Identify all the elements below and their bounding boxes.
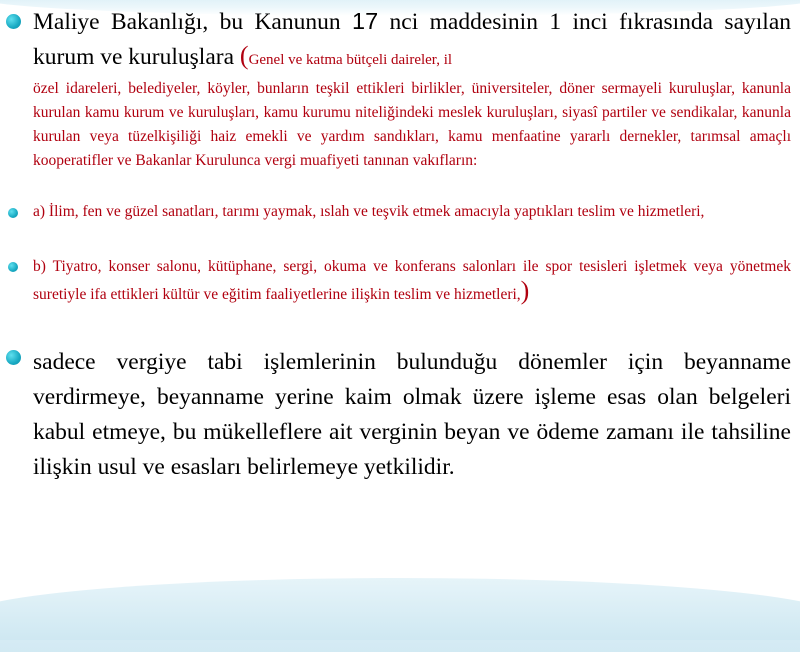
bullet-icon (8, 208, 18, 218)
bottom-decoration (0, 578, 800, 640)
paragraph-1-number: 17 (352, 8, 379, 34)
paragraph-1-inline-small: Genel ve katma bütçeli daireler, il (248, 52, 453, 68)
paragraph-2 (33, 200, 791, 224)
paragraph-1-rest: özel idareleri, belediyeler, köyler, bunların teşkil ettikleri birlikler, üniversiteler, döner sermayeli kuruluşlar, kanunla kurulan kamu kurum ve kuruluşları, kamu kurumu niteliğindeki meslek kuruluşları, siyasî partiler ve sendikalar, kanunla kurulan veya tüzelkişiliği haiz emekli ve yardım sandıkları, kamu menfaatine yararlı dernekler, tarımsal amaçlı kooperatifler ve Bakanlar Kurulunca vergi muafiyeti tanınan vakıfların: (33, 80, 791, 169)
paragraph-4-text: sadece vergiye tabi işlemlerinin bulunduğu dönemler için beyanname verdirmeye, beyanname yerine kaim olmak üzere işleme esas olan belgeleri kabul etmeye, bu mükelleflere ait verginin beyan ve ödeme zamanı ile tahsiline ilişkin usul ve esasları belirlemeye yetkilidir. (33, 349, 791, 480)
open-parenthesis: ( (239, 41, 249, 70)
close-parenthesis: ) (520, 276, 530, 305)
paragraph-1-intro (33, 4, 791, 77)
paragraph-3 (33, 255, 791, 307)
paragraph-3-text: b) Tiyatro, konser salonu, kütüphane, sergi, okuma ve konferans salonları ile spor tesisleri işletmek veya yönetmek suretiyle ifa ettikleri kültür ve eğitim faaliyetlerine ilişkin teslim ve hizmetleri, (33, 258, 791, 303)
bullet-icon (6, 14, 21, 29)
paragraph-1-text-b: nci maddesinin 1 inci fıkrasında sayılan kurum ve kuruluşlara (33, 9, 791, 70)
paragraph-4 (33, 345, 791, 485)
paragraph-2-text: a) İlim, fen ve güzel sanatları, tarımı yaymak, ıslah ve teşvik etmek amacıyla yaptıkları teslim ve hizmetleri, (33, 203, 705, 220)
bullet-icon (8, 262, 18, 272)
paragraph-1-text-a: Maliye Bakanlığı, bu Kanunun (33, 9, 352, 35)
paragraph-1-institutions (33, 77, 791, 173)
bullet-icon (6, 350, 21, 365)
